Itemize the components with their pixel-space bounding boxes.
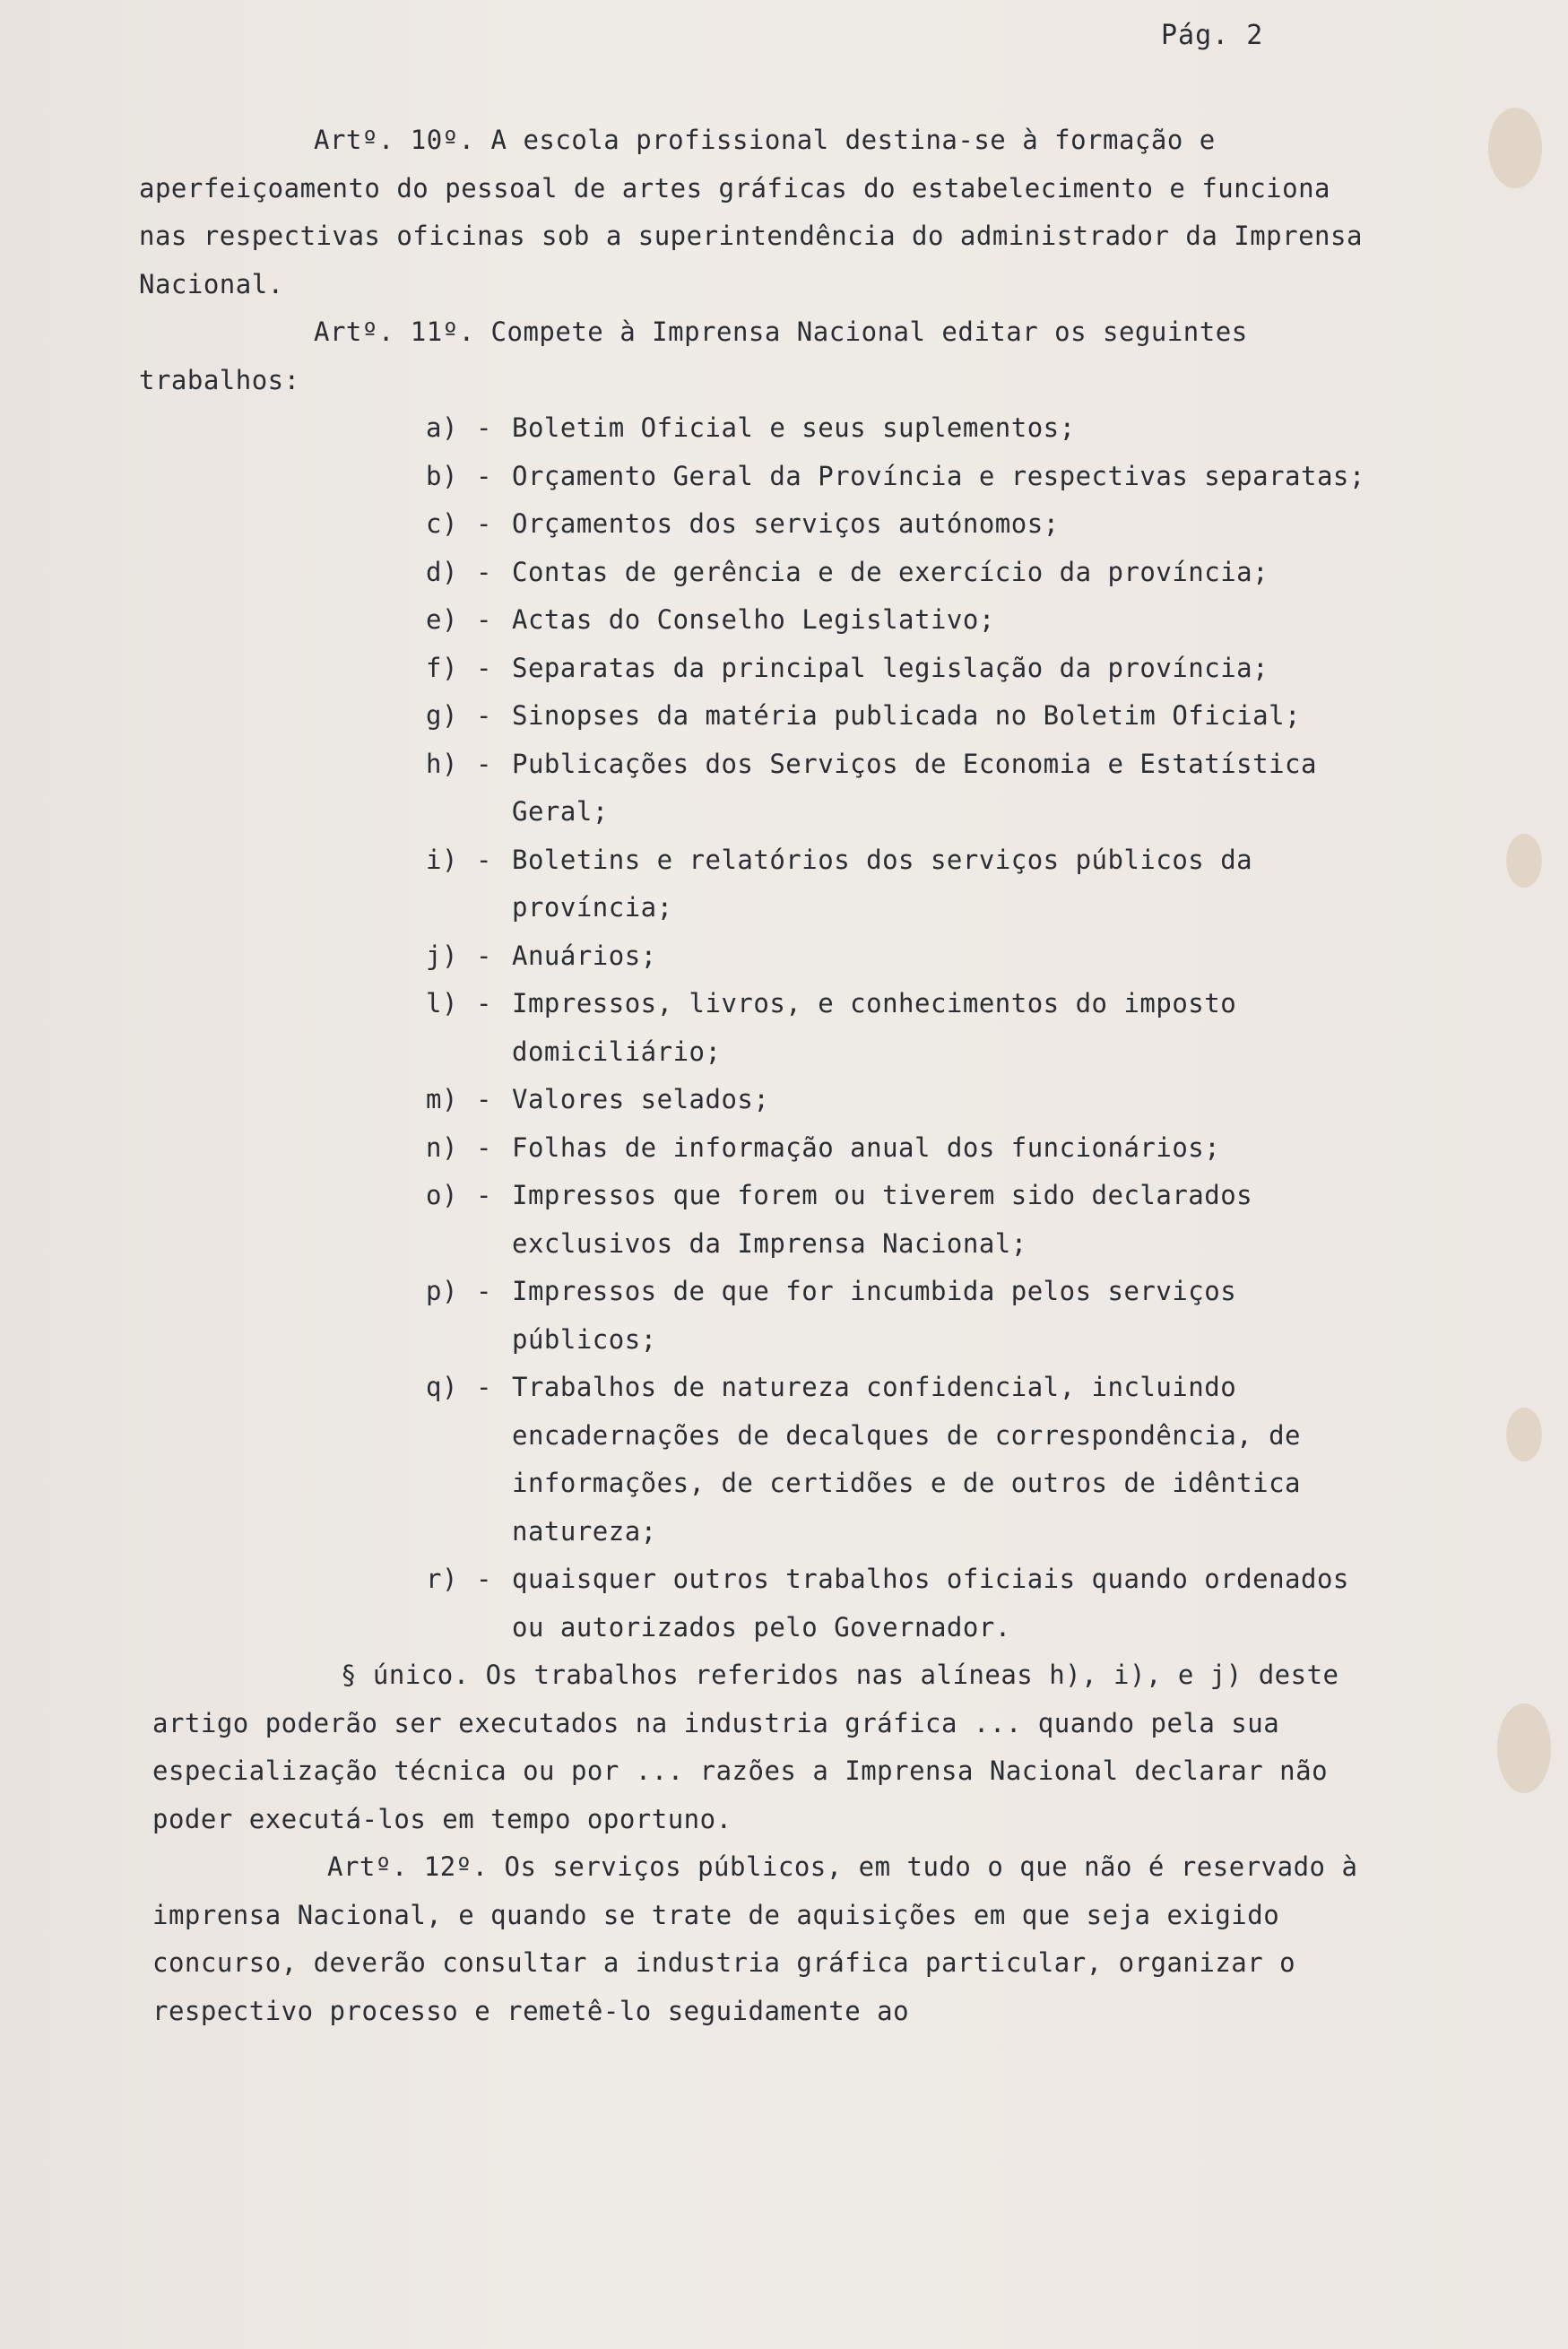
list-item-dash: - xyxy=(476,700,492,731)
paper-stain xyxy=(1506,1408,1542,1461)
list-item-text: Boletim Oficial e seus suplementos; xyxy=(512,412,1076,443)
document-body xyxy=(139,117,1394,2035)
list-item-letter: h) xyxy=(426,748,458,779)
list-item xyxy=(426,1364,1394,1556)
list-item-text: Orçamentos dos serviços autónomos; xyxy=(512,508,1060,539)
article-11-list xyxy=(139,404,1394,1651)
list-item-letter: r) xyxy=(426,1564,458,1594)
article-12: Artº. 12º. Os serviços públicos, em tudo o que não é reservado à imprensa Nacional, e quando se trate de aquisições em que seja exigido concurso, deverão consultar a industria gráfica particular, organizar o respectivo processo e remetê-lo seguidamente ao xyxy=(152,1851,1358,2026)
list-item-letter: f) xyxy=(426,652,458,683)
list-item-dash: - xyxy=(476,988,492,1018)
list-item xyxy=(426,741,1394,836)
list-item xyxy=(426,596,1394,645)
list-item-dash: - xyxy=(476,604,492,635)
list-item-letter: p) xyxy=(426,1276,458,1306)
paragraph-unico: § único. Os trabalhos referidos nas alíneas h), i), e j) deste artigo poderão ser executados na industria gráfica ... quando pela sua especialização técnica ou por ... razões a Imprensa Nacional declarar não poder executá-los em tempo oportuno. xyxy=(152,1660,1339,1834)
paper-stain xyxy=(1497,1703,1551,1793)
list-item-text: Sinopses da matéria publicada no Boletim Oficial; xyxy=(512,700,1302,731)
list-item-letter: a) xyxy=(426,412,458,443)
list-item-text: Boletins e relatórios dos serviços públicos da província; xyxy=(512,844,1253,923)
list-item-dash: - xyxy=(476,412,492,443)
article-11-intro: Artº. 11º. Compete à Imprensa Nacional editar os seguintes trabalhos: xyxy=(139,316,1248,395)
list-item-letter: i) xyxy=(426,844,458,875)
list-item-dash: - xyxy=(476,460,492,491)
list-item-text: Contas de gerência e de exercício da província; xyxy=(512,556,1269,587)
list-item xyxy=(426,836,1394,932)
article-10: Artº. 10º. A escola profissional destina-se à formação e aperfeiçoamento do pessoal de artes gráficas do estabelecimento e funciona nas respectivas oficinas sob a superintendência do administrador da Imprensa Nacional. xyxy=(139,125,1363,299)
list-item xyxy=(426,1172,1394,1268)
list-item xyxy=(426,692,1394,741)
list-item xyxy=(426,549,1394,597)
list-item xyxy=(426,645,1394,693)
list-item-dash: - xyxy=(476,844,492,875)
list-item-letter: d) xyxy=(426,556,458,587)
list-item-letter: l) xyxy=(426,988,458,1018)
list-item-text: Impressos que forem ou tiverem sido declarados exclusivos da Imprensa Nacional; xyxy=(512,1180,1253,1259)
list-item xyxy=(426,1124,1394,1173)
list-item xyxy=(426,404,1394,453)
list-item xyxy=(426,453,1394,501)
list-item-letter: e) xyxy=(426,604,458,635)
list-item-text: Valores selados; xyxy=(512,1084,770,1114)
list-item-text: Actas do Conselho Legislativo; xyxy=(512,604,995,635)
list-item-letter: q) xyxy=(426,1372,458,1402)
list-item xyxy=(426,500,1394,549)
list-item-text: Folhas de informação anual dos funcionários; xyxy=(512,1131,1221,1163)
list-item-text: Publicações dos Serviços de Economia e Estatística Geral; xyxy=(512,748,1317,827)
paper-stain xyxy=(1488,108,1542,188)
list-item-dash: - xyxy=(476,940,492,971)
list-item-dash: - xyxy=(476,652,492,683)
list-item-letter: c) xyxy=(426,508,458,539)
list-item-dash: - xyxy=(476,556,492,587)
list-item xyxy=(426,1556,1394,1651)
list-item-text: Trabalhos de natureza confidencial, incluindo encadernações de decalques de correspondência, de informações, de certidões e de outros de idêntica natureza; xyxy=(512,1372,1302,1547)
list-item xyxy=(426,1268,1394,1364)
list-item-dash: - xyxy=(476,1276,492,1306)
list-item-text: quaisquer outros trabalhos oficiais quando ordenados ou autorizados pelo Governador. xyxy=(512,1564,1349,1643)
list-item-letter: g) xyxy=(426,700,458,731)
list-item-text: Orçamento Geral da Província e respectivas separatas; xyxy=(512,460,1365,491)
list-item-letter: o) xyxy=(426,1180,458,1210)
list-item-letter: n) xyxy=(426,1131,458,1163)
paper-stain xyxy=(1506,834,1542,888)
list-item-text: Impressos de que for incumbida pelos serviços públicos; xyxy=(512,1276,1237,1355)
list-item-letter: b) xyxy=(426,460,458,491)
list-item-dash: - xyxy=(476,1564,492,1594)
list-item xyxy=(426,980,1394,1076)
list-item-dash: - xyxy=(476,508,492,539)
list-item-text: Separatas da principal legislação da província; xyxy=(512,652,1269,683)
list-item-dash: - xyxy=(476,1180,492,1210)
list-item-dash: - xyxy=(476,1131,492,1163)
list-item-text: Impressos, livros, e conhecimentos do imposto domiciliário; xyxy=(512,988,1237,1067)
list-item-letter: j) xyxy=(426,940,458,971)
list-item-dash: - xyxy=(476,1084,492,1114)
list-item-dash: - xyxy=(476,1372,492,1402)
list-item-letter: m) xyxy=(426,1084,458,1114)
list-item xyxy=(426,932,1394,981)
list-item-text: Anuários; xyxy=(512,940,657,971)
list-item xyxy=(426,1076,1394,1124)
page-number: Pág. 2 xyxy=(1161,20,1264,51)
list-item-dash: - xyxy=(476,748,492,779)
